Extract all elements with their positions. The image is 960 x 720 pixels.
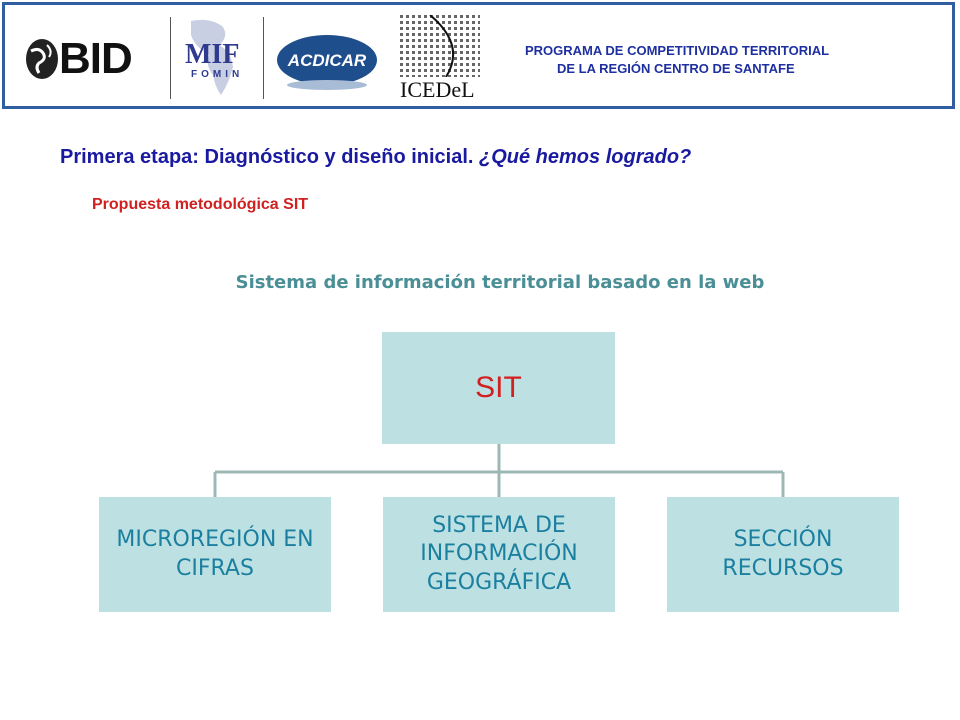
gis-node: SISTEMA DE INFORMACIÓN GEOGRÁFICA xyxy=(383,497,615,612)
mif-logo-text: MIF xyxy=(185,39,240,70)
microregion-node: MICROREGIÓN EN CIFRAS xyxy=(99,497,331,612)
diagram-title: Sistema de información territorial basado en la web xyxy=(235,272,765,293)
resources-node: SECCIÓN RECURSOS xyxy=(667,497,899,612)
fomin-logo-text: FOMIN xyxy=(191,69,244,80)
bid-logo-text: BID xyxy=(59,34,132,83)
acdicar-logo-text: ACDICAR xyxy=(287,51,367,70)
sit-root-node: SIT xyxy=(382,332,615,444)
icedel-logo-text: ICEDeL xyxy=(400,77,475,102)
program-title-line-2: DE LA REGIÓN CENTRO DE SANTAFE xyxy=(557,61,795,76)
stage-title-main: Primera etapa: Diagnóstico y diseño inicial. xyxy=(60,146,480,168)
methodology-subtitle: Propuesta metodológica SIT xyxy=(92,196,309,213)
program-title-line-1: PROGRAMA DE COMPETITIVIDAD TERRITORIAL xyxy=(525,43,830,58)
stage-title-question: ¿Qué hemos logrado? xyxy=(479,146,692,168)
